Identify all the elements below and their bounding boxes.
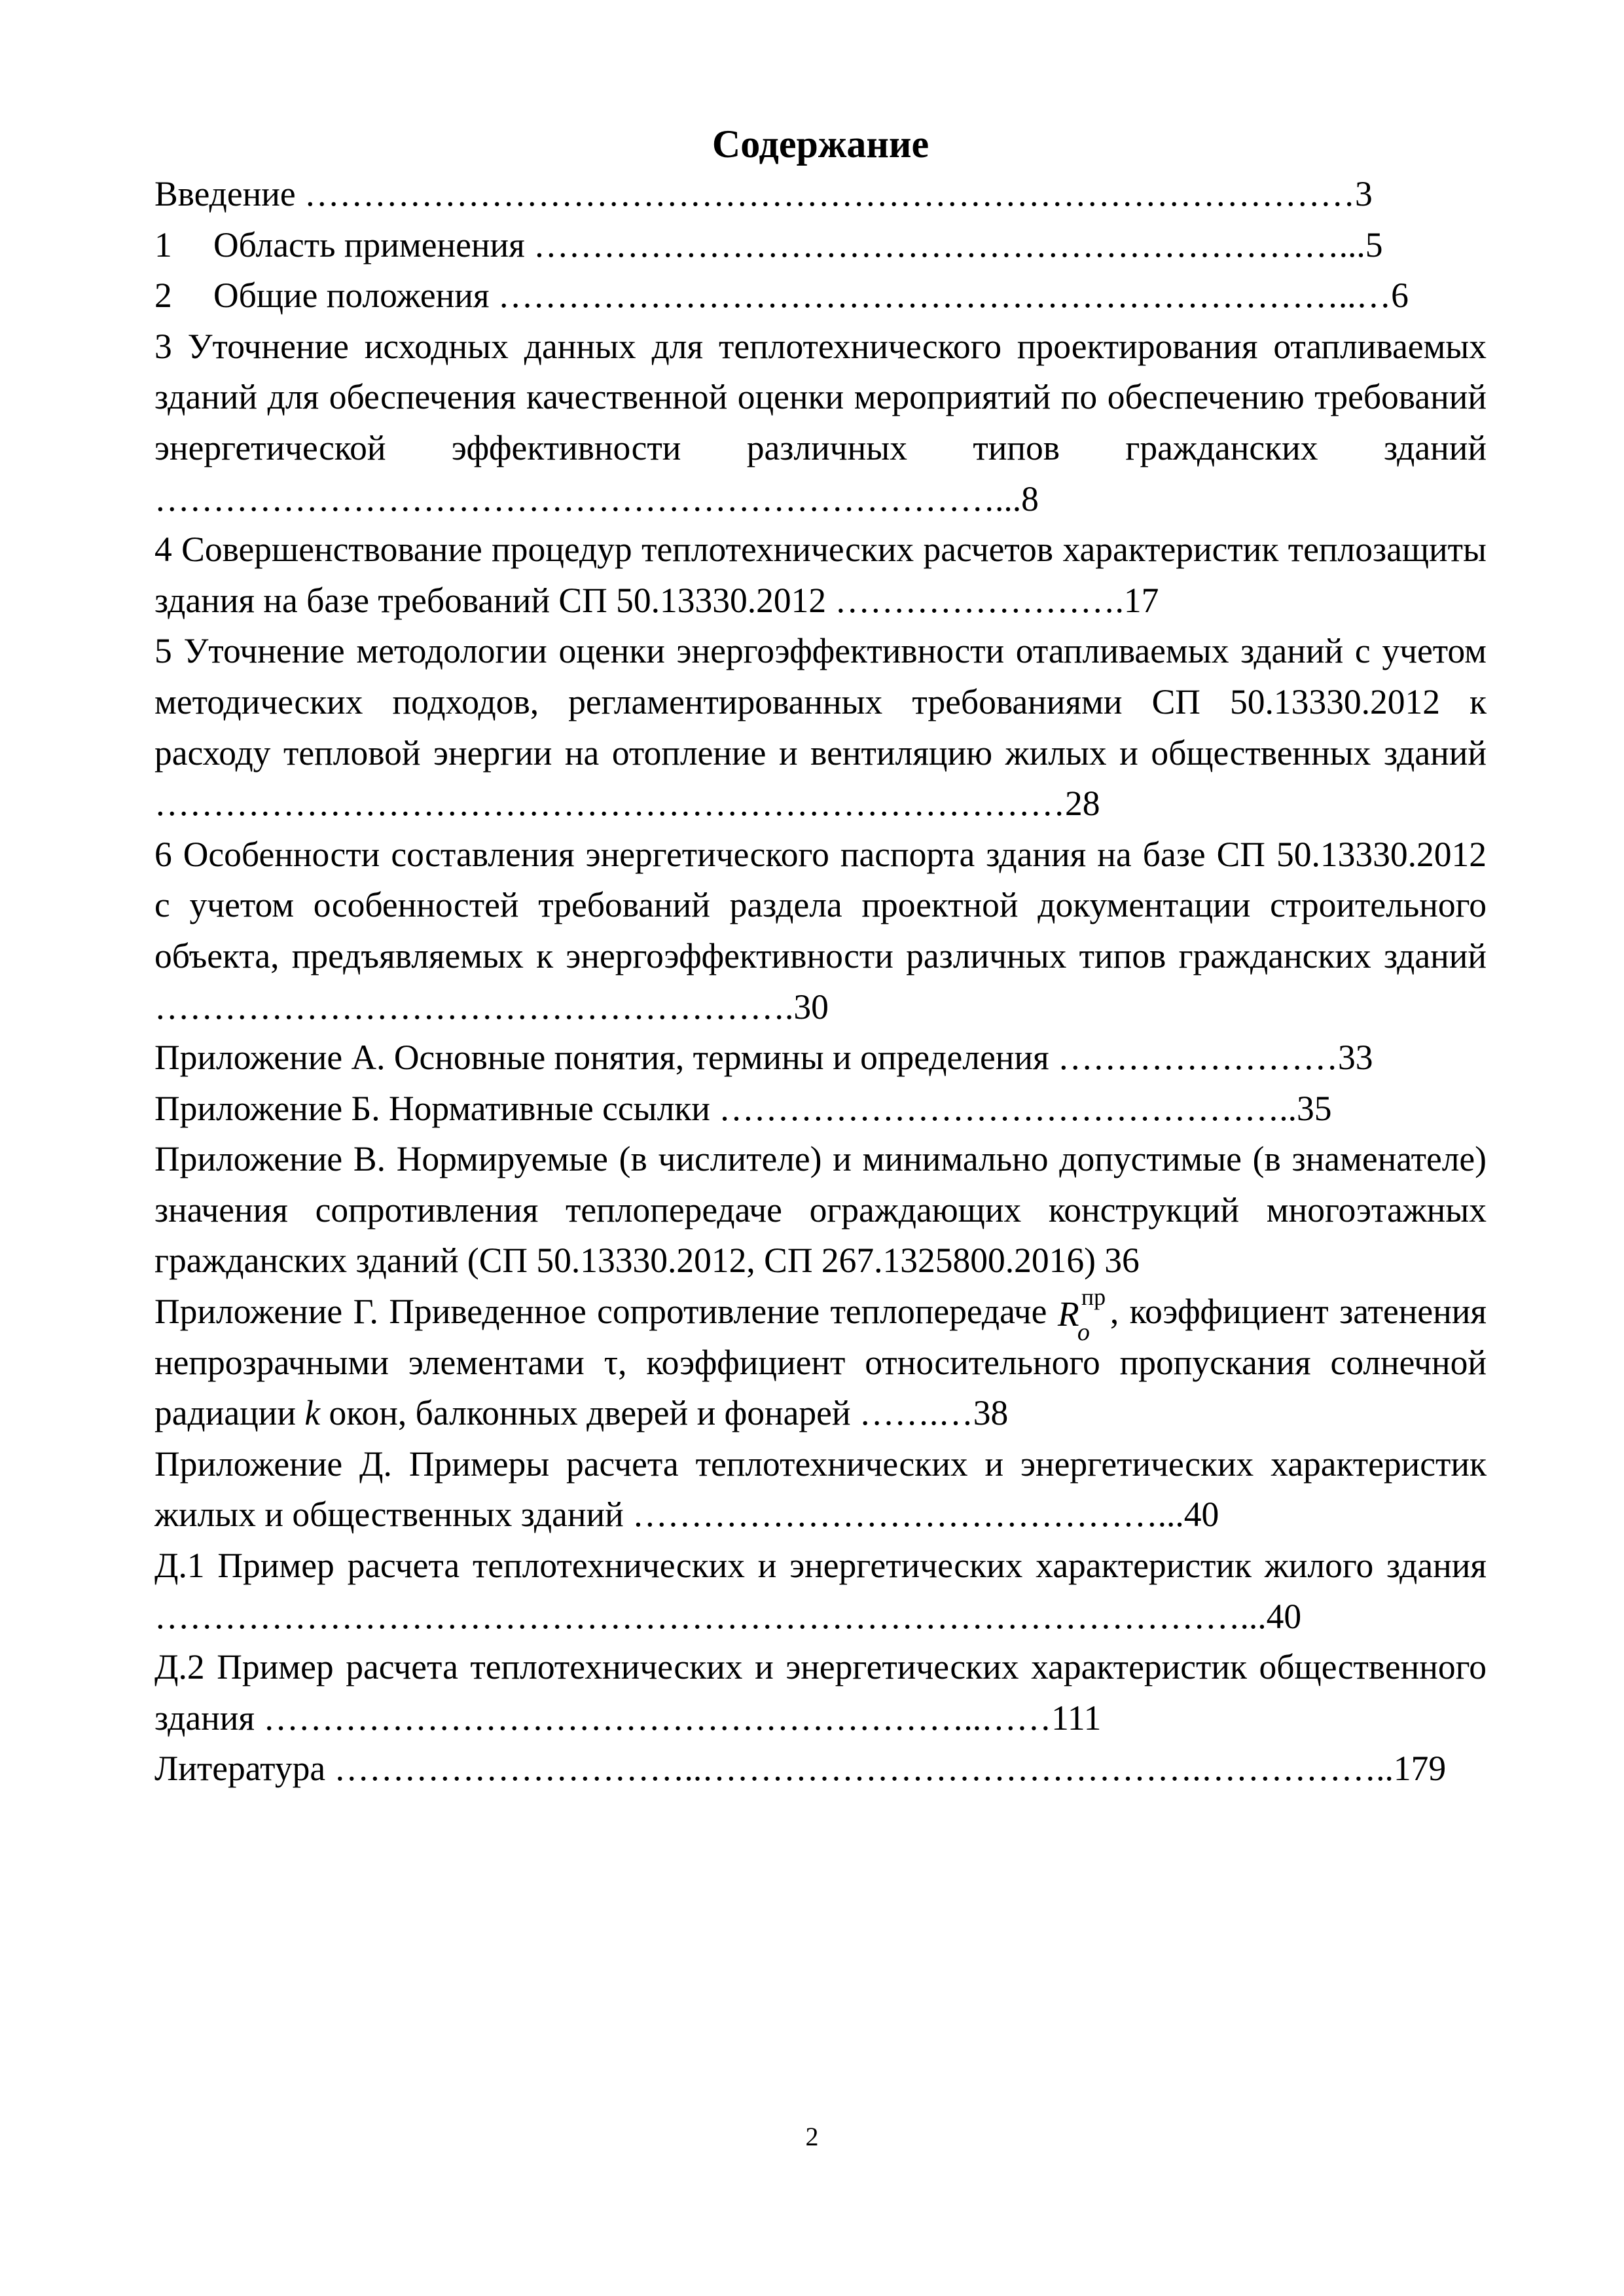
toc-entry-2: [154, 270, 1487, 321]
toc-entry-6: 6 Особенности составления энергетического паспорта здания на базе СП 50.13330.2012 с учетом особенностей требований раздела проектной документации строительного объекта, предъявляемых к энергоэффективности различных типов гражданских зданий ……………………………………………….30: [154, 834, 1487, 1027]
toc-entry-literature: Литература …………………………..…………………………………….……………..179: [154, 1749, 1447, 1789]
toc-entry-appendix-v: Приложение В. Нормируемые (в числителе) и минимально допустимые (в знаменателе) значения сопротивления теплопередаче ограждающих конструкций многоэтажных гражданских зданий (СП 50.13330.2012, СП 267.1325800.2016) 36: [154, 1139, 1487, 1281]
toc-entry-text: окон, балконных дверей и фонарей …….…38: [329, 1393, 1009, 1433]
page-number: 2: [805, 2122, 819, 2151]
toc-entry-appendix-b: Приложение Б. Нормативные ссылки …………………………………………..35: [154, 1088, 1332, 1128]
toc-entry-appendix-g: [154, 1286, 1487, 1439]
symbol-r: R: [1057, 1294, 1079, 1334]
toc-entry-appendix-d: Приложение Д. Примеры расчета теплотехнических и энергетических характеристик жилых и общественных зданий ………………………………………...40: [154, 1444, 1487, 1535]
toc-entry-5: 5 Уточнение методологии оценки энергоэффективности отапливаемых зданий с учетом методических подходов, регламентированных требованиями СП 50.13330.2012 к расходу тепловой энергии на отопление и вентиляцию жилых и общественных зданий ……………………………………………………………………28: [154, 631, 1487, 824]
toc-list: [154, 169, 1487, 1795]
toc-entry-appendix-a: Приложение А. Основные понятия, термины и определения ……………………33: [154, 1038, 1373, 1078]
toc-entry-3: 3 Уточнение исходных данных для теплотехнического проектирования отапливаемых зданий для обеспечения качественной оценки мероприятий по обеспечению требований энергетической эффективности различных типов гражданских зданий ………………………………………………………………...8: [154, 326, 1487, 519]
toc-container: [154, 117, 1487, 1795]
toc-entry-text: Общие положения ………………………………………………………………..…6: [213, 276, 1409, 316]
toc-entry-text: Приложение Г. Приведенное сопротивление теплопередаче: [154, 1292, 1047, 1332]
page-title: Содержание: [712, 122, 929, 166]
symbol-o-subscript: o: [1077, 1319, 1090, 1347]
toc-entry-1: [154, 220, 1487, 271]
toc-entry-text: , коэффициент затенения непрозрачными элементами τ, коэффициент относительного пропускания солнечной радиации: [154, 1292, 1487, 1433]
toc-entry-introduction: Введение ………………………………………………………………………………3: [154, 174, 1373, 213]
toc-entry-number: 2: [154, 276, 172, 316]
toc-entry-d2: Д.2 Пример расчета теплотехнических и энергетических характеристик общественного здания ……………………………………………………..……111: [154, 1647, 1487, 1738]
symbol-k: k: [304, 1393, 321, 1433]
toc-entry-number: 1: [154, 225, 172, 264]
toc-entry-text: Область применения ……………………………………………………………...5: [213, 225, 1383, 264]
r-o-pr-symbol: [1057, 1284, 1110, 1347]
toc-entry-4: 4 Совершенствование процедур теплотехнических расчетов характеристик теплозащиты здания на базе требований СП 50.13330.2012 …………………….17: [154, 530, 1487, 620]
toc-entry-d1: Д.1 Пример расчета теплотехнических и энергетических характеристик жилого здания …………………………………………………………………………………...40: [154, 1546, 1487, 1636]
symbol-pr-superscript: пр: [1081, 1284, 1106, 1311]
